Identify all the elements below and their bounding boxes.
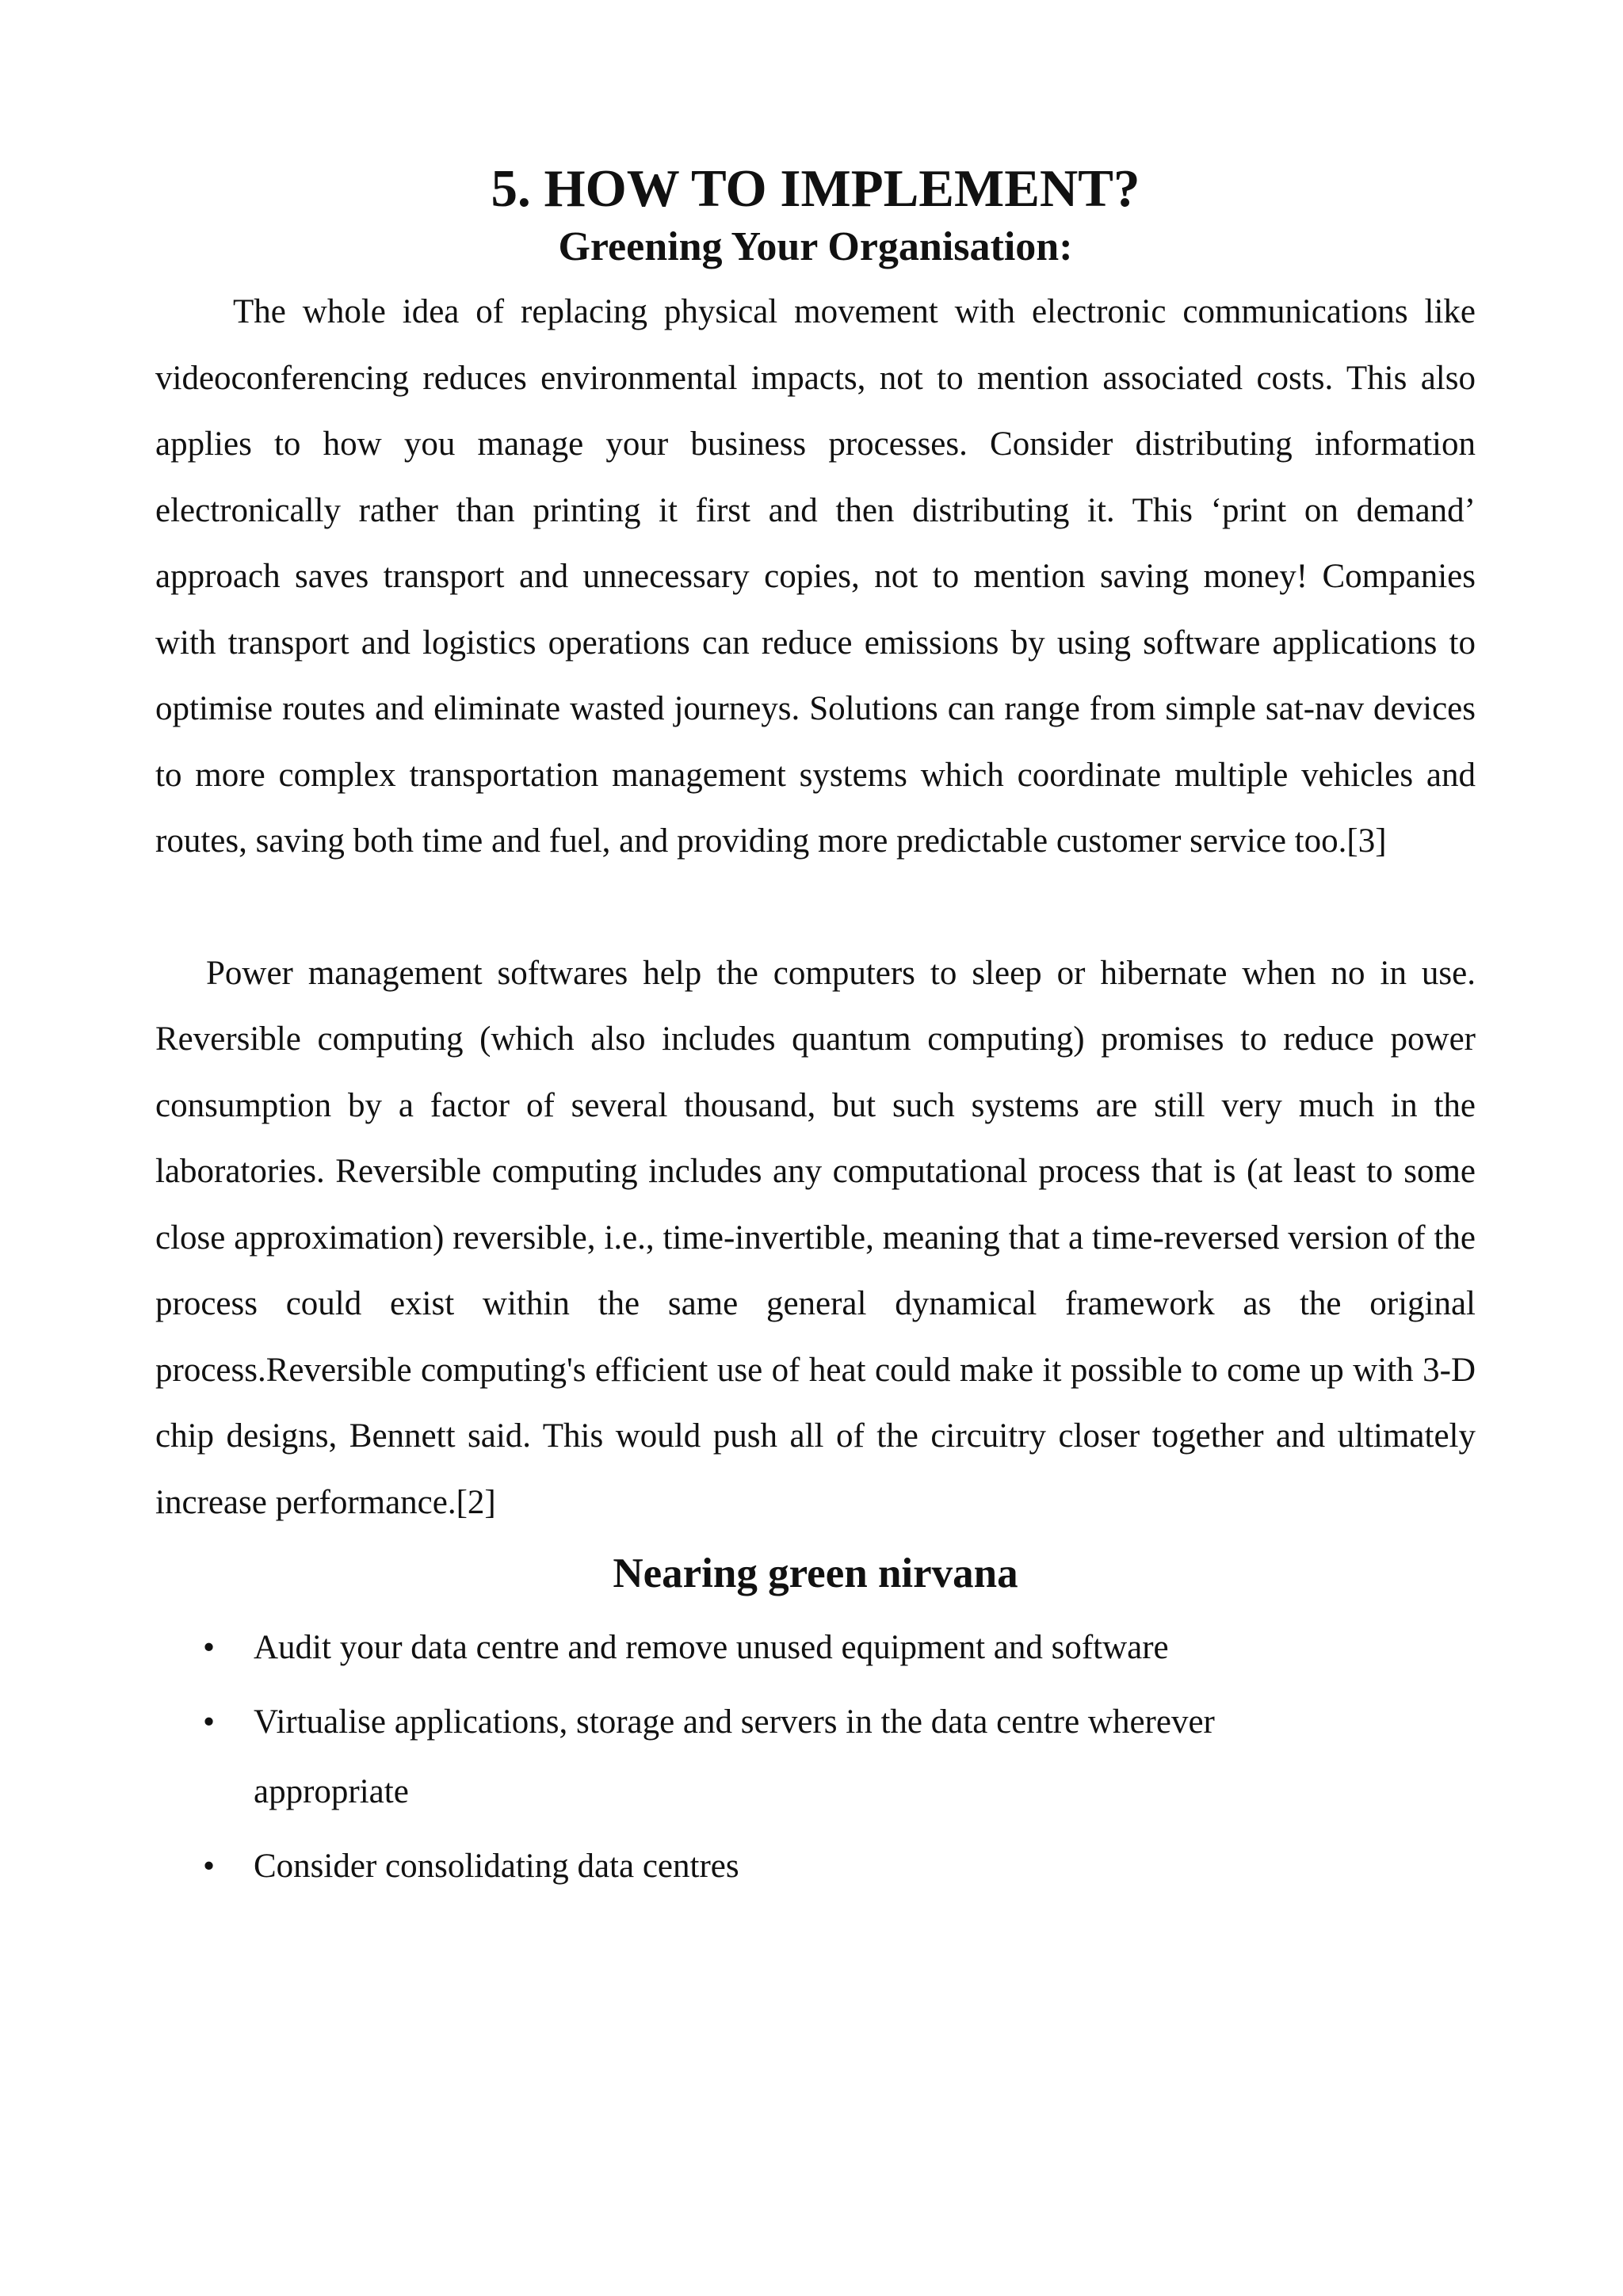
bullet-list xyxy=(155,1613,1476,1901)
bullet-icon: • xyxy=(203,1703,216,1741)
list-item-text: Consider consolidating data centres xyxy=(254,1848,739,1885)
page-title: 5. HOW TO IMPLEMENT? xyxy=(491,159,1140,218)
list-item xyxy=(155,1613,1476,1683)
paragraph-power-management: Power management softwares help the computers to sleep or hibernate when no in use. Reversible computing (which also includes quantum computing) promises to reduce power consumption by a factor of several thousand, but such systems are still very much in the laboratories. Reversible computing includes any computational process that is (at least to some close approximation) reversible, i.e., time-invertible, meaning that a time-reversed version of the process could exist within the same general dynamical framework as the original process.Reversible computing's efficient use of heat could make it possible to come up with 3-D chip designs, Bennett said. This would push all of the circuitry closer together and ultimately increase performance.[2] xyxy=(155,954,1476,1521)
list-item-text: Audit your data centre and remove unused equipment and software xyxy=(254,1629,1169,1666)
list-item xyxy=(155,1832,1476,1901)
bullet-icon: • xyxy=(203,1848,216,1885)
bullet-icon: • xyxy=(203,1629,216,1666)
page-subtitle: Greening Your Organisation: xyxy=(558,224,1073,269)
list-item-text: Virtualise applications, storage and servers in the data centre wherever appropriate xyxy=(254,1703,1215,1810)
section-heading: Nearing green nirvana xyxy=(613,1550,1018,1596)
paragraph-greening: The whole idea of replacing physical movement with electronic communications like videoconferencing reduces environmental impacts, not to mention associated costs. This also applies to how you manage your business processes. Consider distributing information electronically rather than printing it first and then distributing it. This ‘print on demand’ approach saves transport and unnecessary copies, not to mention saving money! Companies with transport and logistics operations can reduce emissions by using software applications to optimise routes and eliminate wasted journeys. Solutions can range from simple sat-nav devices to more complex transportation management systems which coordinate multiple vehicles and routes, saving both time and fuel, and providing more predictable customer service too.[3] xyxy=(155,293,1476,860)
list-item xyxy=(155,1688,1476,1827)
